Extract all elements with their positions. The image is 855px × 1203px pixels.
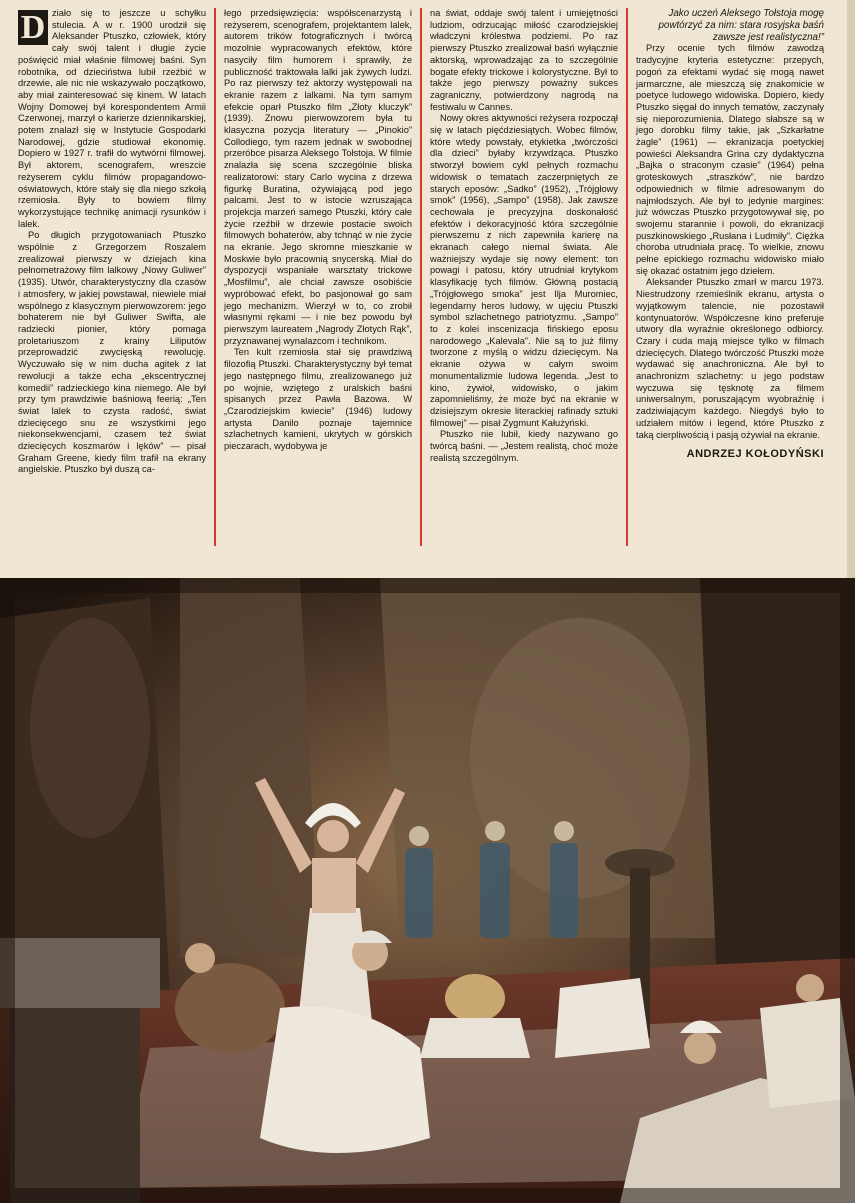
column-divider [416, 8, 426, 568]
photo-illustration [0, 578, 855, 1203]
paragraph: Przy ocenie tych filmów zawodzą tradycyjne kryteria estetyczne: przepych, pogoń za efektami wydać się mogą nawet jarmarczne, ale mieszczą się znakomicie w poetyce ludowego widowiska. Dopiero, kiedy Ptuszko sięgał do innych tematów, zaczynały się nieporozumienia. Dlatego słabsze są w jego dorobku filmy takie, jak „Szkarłatne żagle” (1961) — ekranizacja poetyckiej powieści Aleksandra Grina czy dydaktyczna „Bajka o straconym czasie” (1964) pełna groteskowych „straszków”, nie bardzo odpowiednich w filmie adresowanym do najmłodszych. Ale był to jedynie margines: już wówczas Ptuszko przygotowywał się, po swojemu starannie i powoli, do ekranizacji puszkinowskiego „Rusłana i Ludmiły”. Ciężka choroba utrudniała pracę. To wielkie, znowu pełne epickiego rozmachu widowisko miało się okazać ostatnim jego dziełem. [636, 43, 824, 276]
column-divider [210, 8, 220, 568]
column-1 [14, 8, 210, 560]
paragraph: Ten kult rzemiosła stał się prawdziwą filozofią Ptuszki. Charakterystyczny był temat jego następnego filmu, zrealizowanego już po wojnie, wziętego z uralskich baśni spisanych przez Pawła Bazowa. W „Czarodziejskim kwiecie” (1946) ludowy artysta Danilo poznaje tajemnice szlachetnych kamieni, ukrytych w górskich pieczarach, wydobywa je [224, 347, 412, 452]
article-body [14, 8, 840, 568]
paragraph: Nowy okres aktywności reżysera rozpoczął się w latach pięćdziesiątych. Wobec filmów, które wtedy powstały, etykietka „twórczości dla dzieci” byłaby krzywdząca. Ptuszko stworzył bowiem cykl pełnych rozmachu widowisk o tematach zaczerpniętych ze starych eposów: „Sadko” (1952), „Trójgłowy smok” (1956), „Sampo” (1958). Jak zawsze cechowała je precyzyjna doskonałość efektów i dekoracyjność która szczególnie pierwszemu z nich zapewniła karierę na ekranach całego niemal świata. Ale ważniejszy wydaje się nowy element: ton powagi i patosu, który utrudniał krytykom klasyfikację tych filmów. Główną postacią „Trójgłowego smoka” jest Ilja Muromiec, legendarny heros ludowy, w ujęciu Ptuszki symbol szlachetnego patriotyzmu. „Sampo” to z kolei inscenizacja fińskiego eposu narodowego „Kalevala”. Nie są to już filmy tworzone z myślą o widzu dziecięcym. Na ekranie ożywa w całym swoim monumentalizmie ludowa legenda. „Jest to kino, żywioł, widowisko, o jakim zapomnieliśmy, że może być na ekranie w dzisiejszym okresie literackiej rafinady sztuki filmowej” — pisał Zygmunt Kałużyński. [430, 113, 618, 428]
column-3 [426, 8, 622, 560]
column-4 [632, 8, 828, 560]
drop-cap: D [18, 10, 48, 45]
paragraph: Po długich przygotowaniach Ptuszko wspólnie z Grzegorzem Roszalem zrealizował pierwszy w dziejach kina pełnometrażowy film lalkowy „Nowy Guliwer” (1935). Utwór, charakterystyczny dla czasów i atmosfery, w jakiej powstawał, niewiele miał wspólnego z klasycznym pierwowzorem: jego bohaterem nie był Guliwer Swifta, ale radziecki pionier, który pomaga proletariuszom z krainy Liliputów przeprowadzić zwycięską rewolucję. Wyczuwało się w nim ducha agitek z lat rewolucji a także echa „ekscentrycznej komedii” radzieckiego kina niemego. Ale był przy tym prawdziwie baśniową feerią: „Ten świat lalek to czysta radość, świat dziecięcego snu ze wszystkimi jego niekonsekwencjami, czasem też świat dziecięcych koszmarów i lęków” — pisał Graham Greene, kiedy film trafił na ekrany angielskie. Ptuszko był duszą ca- [18, 230, 206, 475]
paragraph [18, 8, 206, 230]
author-byline: ANDRZEJ KOŁODYŃSKI [686, 448, 824, 461]
film-still-photo [0, 578, 855, 1203]
column-divider [622, 8, 632, 568]
column-2 [220, 8, 416, 560]
paragraph: Aleksander Ptuszko zmarł w marcu 1973. Niestrudzony rzemieślnik ekranu, artysta o wyjątkowym talencie, nie pozostawił kontynuatorów. Współczesne kino preferuje utwory dla wyraźnie określonego odbiorcy. Czary i cuda mają miejsce tylko w filmach dziecięcych. Dlatego twórczość Ptuszki może wydawać się anachroniczna. Ale był to anachronizm szlachetny: u jego podstaw wyczuwa się tęsknotę za filmem uniwersalnym, poruszającym wyobraźnię i zadziwiającym każdego. Niegdyś było to udziałem mitów i legend, które Ptuszko z taką cierpliwością i pasją ożywiał na ekranie. [636, 277, 824, 440]
quote-continuation: Jako uczeń Aleksego Tołstoja mogę powtórzyć za nim: stara rosyjska baśń zawsze jest realistyczna!” [658, 8, 824, 43]
paragraph: Ptuszko nie lubił, kiedy nazywano go twórcą baśni. — „Jestem realistą, choć może realistą szczególnym. [430, 429, 618, 463]
paragraph: łego przedsięwzięcia: współscenarzystą i reżyserem, scenografem, projektantem lalek, autorem trików fotograficznych i twórcą mozolnie wypracowanych efektów, które nasyciły film humorem i sprawiły, że publiczność traktowała lalki jak żywych ludzi. Po raz pierwszy też aktorzy występowali na ekranie razem z lalkami. Na tym samym efekcie oparł Ptuszko film „Złoty kluczyk” (1939). Znowu pierwowzorem była tu klasyczna pozycja literatury — „Pinokio” Collodiego, tym razem jednak w swobodnej przeróbce pisarza Aleksego Tołstoja. W filmie znalazła się scena szczególnie bliska realizatorowi: stary Carlo wycina z drzewa figurkę Buratina, ożywiającą pod jego palcami. Jest to w istocie wzruszająca projekcja marzeń samego Ptuszki, który całe życie rzeźbił w drzewie postacie swoich filmowych bohaterów, aby tchnąć w nie życie na ekranie. Jego skromne mieszkanie w Moskwie było pracownią snycerską. Miał do dyspozycji wspaniałe warsztaty trickowe „Mosfilmu”, ale chciał zawsze osobiście wypróbować efekt, bo pasjonował go sam jego mechanizm. Wierzył w to, co zrobił własnymi rękami — i nie bez powodu był pierwszym laureatem „Nagrody Złotych Rąk”, przyznawanej wynalazcom i technikom. [224, 8, 412, 346]
paragraph: na świat, oddaje swój talent i umiejętności ludziom, odrzucając miłość czarodziejskiej władczyni królestwa podziemi. Po raz pierwszy Ptuszko zrealizował baśń wyłącznie aktorską, wprowadzając za to szczególnie bogate efekty trickowe i kolorystyczne. Był to także jego pierwszy poważny sukces zagraniczny, potwierdzony nagrodą na festiwalu w Cannes. [430, 8, 618, 112]
paragraph-text: ziało się to jeszcze u schyłku stulecia. A w r. 1900 urodził się Aleksander Ptuszko, człowiek, który cały swój talent i długie życie poświęcić miał właśnie filmowej baśni. Syn robotnika, od dzieciństwa lubił rzeźbić w drzewie, ale nic nie wskazywało początkowo, aby miał zainteresować się kinem. W latach Wojny Domowej był korespondentem Armii Czerwonej, marzył o karierze dziennikarskiej, potem znalazł się w Instytucie Gospodarki Narodowej, gdzie studiował ekonomię. Dopiero w 1927 r. trafił do wytwórni filmowej. Był aktorem, scenografem, wreszcie reżyserem cyklu filmów propagandowo-oświatowych, które stały się dla niego szkołą rzemiosła. Były to bowiem filmy wykorzystujące technikę animacji rysunków i lalek. [18, 8, 206, 229]
